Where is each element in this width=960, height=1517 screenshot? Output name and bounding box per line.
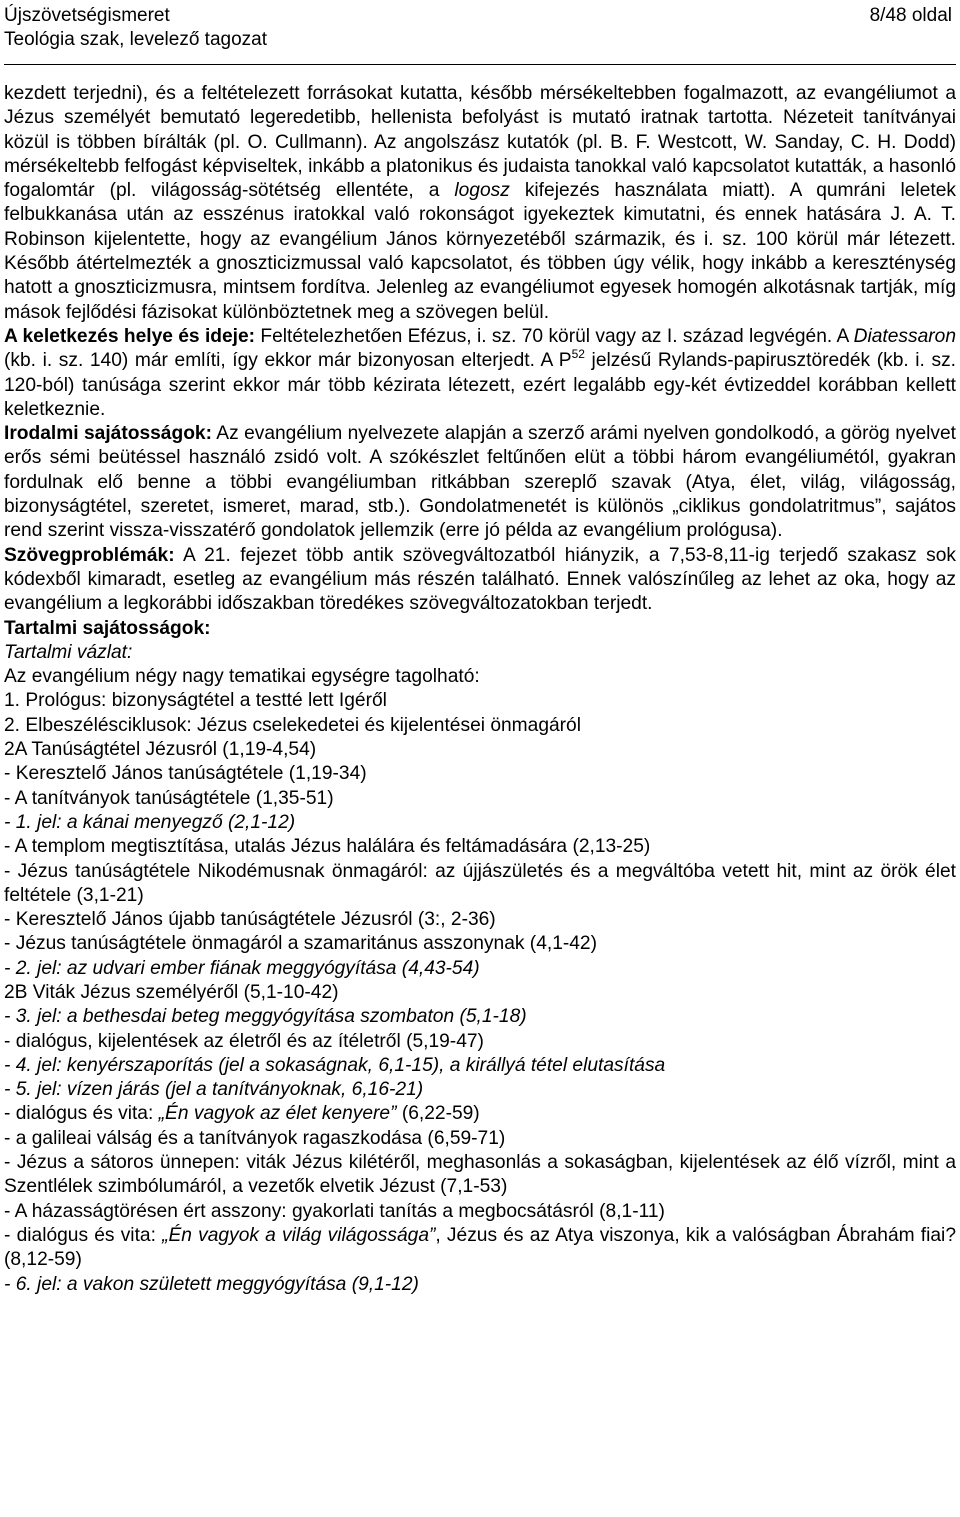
outline-item-text: 2A Tanúságtétel Jézusról (1,19-4,54): [4, 739, 317, 761]
outline-item-text: 2B Viták Jézus személyéről (5,1-10-42): [4, 981, 339, 1003]
origin-heading: A keletkezés helye és ideje:: [4, 325, 256, 347]
outline-item: [4, 689, 956, 713]
origin-text-2: (kb. i. sz. 140) már említi, így ekkor már bizonyosan elterjedt. A P: [4, 350, 572, 372]
outline-item-text: - A tanítványok tanúságtétele (1,35-51): [4, 787, 334, 809]
literary-heading: Irodalmi sajátosságok:: [4, 423, 212, 445]
outline-item: [4, 932, 956, 956]
literary-text: Az evangélium nyelvezete alapján a szerző arámi nyelven gondolkodó, a görög nyelvet erős sémi beütéssel használó zsidó volt. A szókészlet feltűnően elüt a többi három evangéliumétól, gyakran fordulnak elő benne a többi evangéliumban ritkábban szereplő szavak (Atya, élet, világ, világosság, bizonyságtétel, szeretet, ismeret, marad, stb.). Gondolatmenetét is különös „ciklikus gondolatritmus”, sajátos rend szerint vissza-visszatérő gondolatok jellemzik (erre jó példa az evangélium prológusa).: [4, 423, 956, 542]
origin-paragraph: [4, 325, 956, 422]
outline-item: [4, 1127, 956, 1151]
outline-item: [4, 787, 956, 811]
outline-item: [4, 860, 956, 909]
textual-heading: Szövegproblémák:: [4, 544, 175, 566]
outline-item-text: , Jézus és az Atya viszonya, kik a valóságban Ábrahám fiai? (8,12-59): [4, 1224, 956, 1271]
outline-label: [4, 641, 956, 665]
outline-item: [4, 908, 956, 932]
outline-item: [4, 1273, 956, 1297]
outline-item-text: - dialógus és vita:: [4, 1224, 163, 1246]
outline-item-text: - A házasságtörésen ért asszony: gyakorlati tanítás a megbocsátásról (8,1-11): [4, 1200, 665, 1222]
outline-item: [4, 1078, 956, 1102]
intro-text-rest: kifejezés használata miatt). A qumráni leletek felbukkanása után az esszénus iratokkal való rokonságot igyekeztek kimutatni, és ennek hatására J. A. T. Robinson kijelentette, hogy az evangélium János környezetéből származik, és i. sz. 100 körül már létezett. Később átértelmezték a gnoszticizmussal való kapcsolatot, és többen úgy vélik, hogy inkább a kereszténység hatott a gnoszticizmusra, mintsem fordítva. Jelenleg az evangéliumot egyesek homogén alkotásnak tartják, míg mások fejlődési fázisokat különböztetnek meg a szövegen belül.: [4, 180, 956, 323]
outline-item: [4, 1102, 956, 1126]
outline-item-italic: - 6. jel: a vakon született meggyógyítása (9,1-12): [4, 1273, 419, 1295]
outline-item-text: - 1. jel: a kánai menyegző (2,1-12): [4, 811, 296, 833]
literary-paragraph: [4, 422, 956, 543]
intro-italic: logosz: [454, 180, 510, 202]
intro-text: kezdett terjedni), és a feltételezett forrásokat kutatta, később mérsékeltebben fogalmazott, az evangéliumot a Jézus személyét bemutató legeredetibb, hellenista befolyást is mutató iratnak tartotta. Nézeteit tanítványai közül is többen bírálták (pl. O. Cullmann). Az angolszász kutatók (pl. B. F. Westcott, W. Sanday, C. H. Dodd) mérsékeltebb felfogást képviseltek, inkább a platonikus és judaista tanokkal való kapcsolatot kutatták, a hasonló fogalomtár (pl. világosság-sötétség ellentéte, a: [4, 83, 956, 202]
outline-item-text: (6,22-59): [396, 1103, 480, 1125]
outline-item-text: - a galileai válság és a tanítványok ragaszkodása (6,59-71): [4, 1127, 506, 1149]
outline-item-text: - Jézus tanúságtétele Nikodémusnak önmagáról: az újjászületés és a megváltóba vetett hit, mint az örök élet feltétele (3,1-21): [4, 860, 956, 906]
outline-item: [4, 957, 956, 981]
outline-item-text: - Keresztelő János tanúságtétele (1,19-34): [4, 763, 367, 785]
outline-item-text: - 2. jel: az udvari ember fiának meggyógyítása (4,43-54): [4, 957, 480, 979]
outline-list: [4, 1127, 956, 1224]
outline-item-text: - dialógus és vita:: [4, 1103, 159, 1125]
outline-item-text: Az evangélium négy nagy tematikai egységre tagolható:: [4, 666, 480, 688]
outline-item: [4, 811, 956, 835]
outline-item-text: 1. Prológus: bizonyságtétel a testté lett Igéről: [4, 690, 387, 712]
outline-item-text: - 5. jel: vízen járás (jel a tanítványoknak, 6,16-21): [4, 1079, 424, 1101]
outline-item: [4, 835, 956, 859]
content-heading: [4, 617, 956, 641]
textual-text: A 21. fejezet több antik szövegváltozatból hiányzik, a 7,53-8,11-ig terjedő szakasz sok kódexből kimaradt, esetleg az evangélium más részén található. Ennek valószínűleg az lehet az oka, hogy az evangélium a legkorábbi időszakban töredékes szövegváltozatokban terjedt.: [4, 544, 956, 615]
header-left: [4, 4, 267, 52]
outline-item: [4, 1054, 956, 1078]
outline-item: [4, 981, 956, 1005]
outline-item-italic: „Én vagyok a világ világossága”: [162, 1224, 436, 1246]
outline-item-text: - A templom megtisztítása, utalás Jézus halálára és feltámadására (2,13-25): [4, 836, 651, 858]
outline-label-text: Tartalmi vázlat:: [4, 641, 133, 663]
document-title: Újszövetségismeret: [4, 5, 170, 26]
outline-item: [4, 1030, 956, 1054]
outline-item: [4, 738, 956, 762]
outline-item-text: - Jézus tanúságtétele önmagáról a szamaritánus asszonynak (4,1-42): [4, 933, 597, 955]
outline-item-text: - 3. jel: a bethesdai beteg meggyógyítása szombaton (5,1-18): [4, 1006, 527, 1028]
outline-item-text: 2. Elbeszélésciklusok: Jézus cselekedetei és kijelentései önmagáról: [4, 714, 581, 736]
origin-italic: Diatessaron: [853, 325, 956, 347]
origin-text-3: jelzésű Rylands-papirusztöredék (kb. i. sz. 120-ból) tanúsága szerint ekkor már több kézirata létezett, ezért legalább egy-két évtizeddel korábban kellett keletkeznie.: [4, 350, 956, 420]
page-number: 8/48 oldal: [869, 5, 952, 26]
origin-text-1: Feltételezhetően Efézus, i. sz. 70 körül vagy az I. század legvégén. A: [255, 325, 854, 347]
outline-item: [4, 762, 956, 786]
document-body: [4, 82, 956, 1297]
outline-item-text: - Jézus a sátoros ünnepen: viták Jézus kilétéről, meghasonlás a sokaságban, kijelentések az élő vízről, mint a Szentlélek szimbólumáról, a vezetők elvetik Jézust (7,1-53): [4, 1152, 956, 1198]
intro-paragraph: [4, 82, 956, 325]
page-header: [4, 4, 952, 52]
outline-item: [4, 665, 956, 689]
outline-item-text: - dialógus, kijelentések az életről és az ítéletről (5,19-47): [4, 1030, 484, 1052]
textual-paragraph: [4, 544, 956, 617]
outline-item: [4, 1224, 956, 1273]
outline-item-italic: „Én vagyok az élet kenyere”: [158, 1103, 397, 1125]
outline-item: [4, 714, 956, 738]
origin-superscript: 52: [571, 347, 585, 362]
outline-list: [4, 665, 956, 1102]
outline-item: [4, 1151, 956, 1200]
outline-item: [4, 1005, 956, 1029]
outline-item-text: - 4. jel: kenyérszaporítás (jel a sokaságnak, 6,1-15), a királlyá tétel elutasítása: [4, 1054, 666, 1076]
document-subtitle: Teológia szak, levelező tagozat: [4, 29, 267, 50]
content-heading-text: Tartalmi sajátosságok:: [4, 617, 211, 639]
outline-item-text: - Keresztelő János újabb tanúságtétele Jézusról (3:, 2-36): [4, 909, 496, 931]
header-divider: [4, 64, 956, 65]
outline-item: [4, 1200, 956, 1224]
